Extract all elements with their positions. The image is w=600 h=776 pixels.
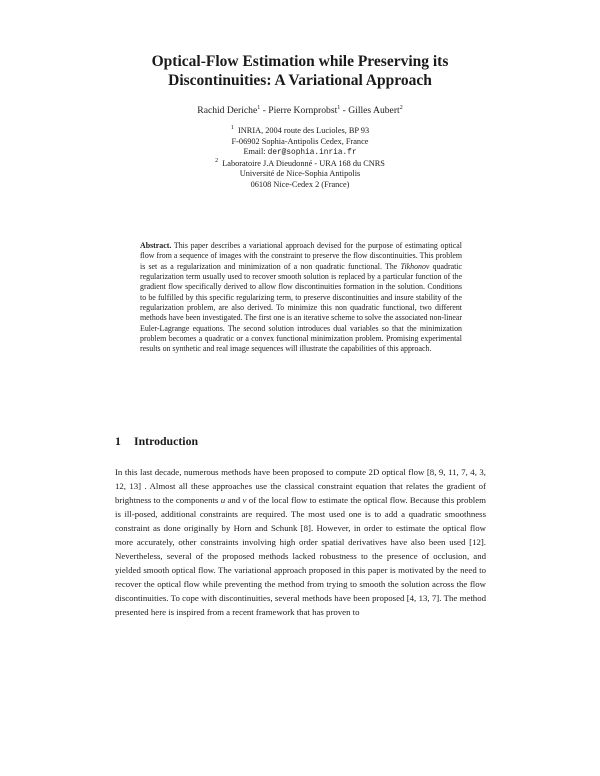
abstract-text: This paper describes a variational approach devised for the purpose of estimating optical flow from a sequence of images with the constraint to preserve the flow discontinuities. This problem is set as a regularization and minimization of a non quadratic functional. The [140, 241, 462, 271]
math-u: u [220, 495, 226, 505]
author-affiliation-mark: 1 [257, 104, 261, 111]
affiliation-2-line-2: Université de Nice-Sophia Antipolis [239, 169, 361, 179]
author-name: Rachid Deriche [197, 105, 258, 116]
section-number: 1 [115, 434, 121, 448]
author-name: Pierre Kornprobst [268, 105, 338, 116]
abstract-italic-term: Tikhonov [400, 261, 430, 271]
abstract-paragraph [140, 241, 462, 355]
author-separator: - [340, 105, 349, 116]
abstract [140, 241, 462, 355]
email-label: Email: [243, 147, 268, 157]
affiliation-mark: 1 [230, 125, 234, 132]
email-address: der@sophia.inria.fr [267, 149, 357, 158]
affiliation-email [0, 147, 600, 159]
abstract-label: Abstract. [140, 241, 172, 250]
author-list [0, 105, 600, 116]
affiliation-mark: 2 [215, 158, 219, 165]
title-line-1: Optical-Flow Estimation while Preserving its [151, 53, 449, 70]
title-line-2: Discontinuities: A Variational Approach [168, 72, 432, 89]
author-affiliation-mark: 2 [399, 104, 403, 111]
math-v: v [242, 495, 247, 505]
affiliation-1-line-1: $^1$ INRIA, 2004 route des Lucioles, BP 93 [230, 125, 370, 135]
author-affiliation-mark: 1 [337, 104, 341, 111]
section-title: Introduction [134, 434, 199, 448]
affiliation-2-line-1: $^2$ Laboratoire J.A Dieudonné - URA 168 du CNRS [215, 158, 385, 168]
introduction-paragraph: In this last decade, numerous methods have been proposed to compute 2D optical flow [8, 9, 11, 7, 4, 3, 12, 13] . Almost all these approaches use the classical constraint equation that relates the gradient of brightness to the components u and v of the local flow to estimate the optical flow. Because this problem is ill-posed, additional constraints are required. The most used one is to add a quadratic smoothness constraint as done originally by Horn and Schunk [8]. However, in order to estimate the optical flow more accurately, other constraints involving high order spatial derivatives have also been used [12]. Nevertheless, several of the proposed methods lacked robustness to the presence of occlusion, and yielded smooth optical flow. The variational approach proposed in this paper is motivated by the need to recover the optical flow while preventing the method from trying to smooth the solution across the flow discontinuities. To cope with discontinuities, several methods have been proposed [4, 13, 7]. The method presented here is inspired from a recent framework that has proven to [115, 467, 486, 617]
affiliation-2-line-3: 06108 Nice-Cedex 2 (France) [250, 179, 350, 189]
paper-title [0, 52, 600, 90]
author-separator: - [260, 105, 269, 116]
author-name: Gilles Aubert [348, 105, 400, 116]
section-heading [115, 434, 198, 449]
affiliations [0, 126, 600, 191]
abstract-text: quadratic regularization term usually used to recover smooth solution is replaced by a particular function of the gradient flow specifically derived to allow flow discontinuities formation in the solution. Conditions to be fulfilled by this specific regularizing term, to preserve discontinuities and insure stability of the regularization problem, are also derived. To minimize this non quadratic functional, two different methods have been investigated. The first one is an iterative scheme to solve the associated non-linear Euler-Lagrange equations. The second solution introduces dual variables so that the minimization problem becomes a quadratic or a convex functional minimization problem. Promising experimental results on synthetic and real image sequences will illustrate the capabilities of this approach. [140, 261, 463, 354]
affiliation-1-line-2: F-06902 Sophia-Antipolis Cedex, France [231, 136, 369, 146]
introduction-body [115, 465, 486, 619]
